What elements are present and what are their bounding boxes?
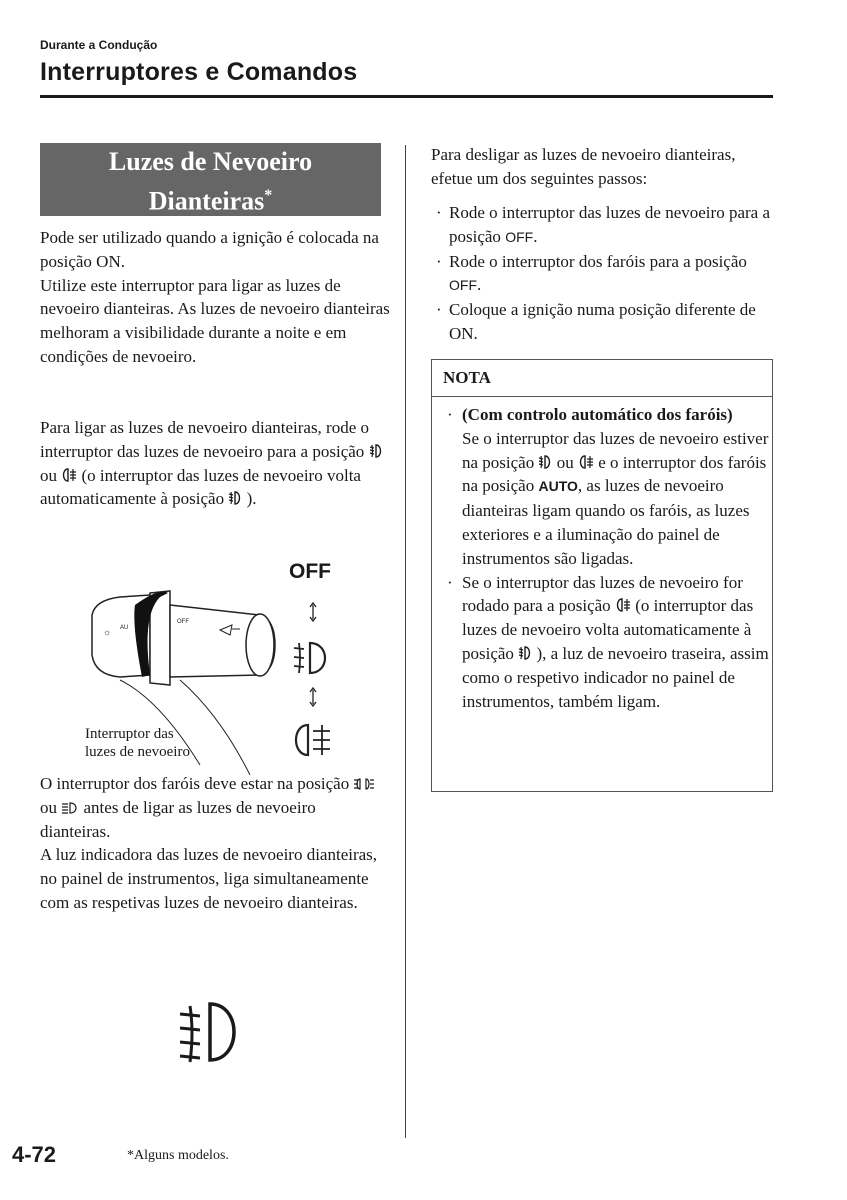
paragraph-ignition: Pode ser utilizado quando a ignição é colocada na posição ON. Utilize este interruptor para ligar as luzes de nevoeiro dianteiras. As luzes de nevoeiro dianteiras melhoram a visibilidade durante a noite e em condições de nevoeiro.	[40, 228, 390, 366]
front-fog-light-icon	[176, 998, 246, 1068]
section-heading	[40, 143, 381, 216]
note-item: · Se o interruptor das luzes de nevoeiro for rodado para a posição (o interruptor das luzes de nevoeiro volta automaticamente à posição ), a luz de nevoeiro traseira, assim como o respetivo indicador no painel de instrumentos, também ligam.	[447, 572, 769, 711]
rear-fog-light-icon	[578, 454, 594, 470]
rear-fog-light-icon	[296, 725, 330, 755]
list-item: · Coloque a ignição numa posição diferente de ON.	[436, 300, 756, 343]
paragraph-turn-off-intro: Para desligar as luzes de nevoeiro dianteiras, efetue um dos seguintes passos:	[431, 145, 736, 188]
section-label: Durante a Condução	[40, 38, 158, 52]
list-item: · Rode o interruptor das luzes de nevoeiro para a posição OFF.	[436, 203, 770, 246]
footnote: *Alguns modelos.	[127, 1148, 229, 1163]
paragraph-usage: Utilize este interruptor para ligar as luzes de nevoeiro dianteiras. As luzes de nevoeiro dianteiras melhoram a visibilidade durante a noite e em condições de nevoeiro.	[40, 275, 390, 366]
svg-text:OFF: OFF	[177, 619, 189, 625]
heading-asterisk: *	[264, 187, 273, 204]
svg-text:☼: ☼	[103, 627, 112, 637]
figure-caption: Interruptor das luzes de nevoeiro	[85, 726, 190, 760]
front-fog-light-icon	[228, 490, 242, 506]
column-divider	[405, 145, 406, 1138]
rear-fog-light-icon	[61, 467, 77, 483]
page-number: 4-72	[12, 1142, 57, 1167]
paragraph-turn-on: Para ligar as luzes de nevoeiro dianteiras, rode o interruptor das luzes de nevoeiro para a posição ou (o interruptor das luzes de nevoeiro volta automaticamente à posição ).	[40, 416, 390, 511]
note-box	[431, 359, 773, 792]
headlight-icon	[61, 801, 79, 815]
front-fog-light-icon	[538, 454, 552, 470]
note-title: NOTA	[432, 360, 772, 397]
page-title: Interruptores e Comandos	[40, 58, 358, 86]
turn-off-steps	[431, 201, 776, 346]
title-divider	[40, 95, 773, 98]
paragraph-indicator: A luz indicadora das luzes de nevoeiro dianteiras, no painel de instrumentos, liga simultaneamente com as respetivas luzes de nevoeiro dianteiras.	[40, 845, 378, 912]
rear-fog-light-icon	[615, 597, 631, 613]
parking-light-icon	[353, 777, 375, 791]
front-fog-light-icon	[294, 643, 325, 673]
heading-line2: Dianteiras	[148, 186, 265, 216]
paragraph-headlight-position: O interruptor dos faróis deve estar na posição ou antes de ligar as luzes de nevoeiro dianteiras. A luz indicadora das luzes de nevoeiro dianteiras, no painel de instrumentos, liga simultaneamente com as respetivas luzes de nevoeiro dianteiras.	[40, 774, 378, 912]
front-fog-light-icon	[518, 645, 532, 661]
front-fog-light-icon	[369, 443, 383, 459]
off-position-label: OFF	[289, 560, 331, 583]
heading-line1: Luzes de Nevoeiro	[108, 147, 313, 176]
svg-text:AU: AU	[120, 625, 129, 631]
list-item: · Rode o interruptor dos faróis para a posição OFF.	[436, 251, 747, 295]
note-item: · (Com controlo automático dos faróis) Se o interruptor das luzes de nevoeiro estiver na posição ou e o interruptor dos faróis na posição AUTO, as luzes de nevoeiro dianteiras ligam quando os faróis, as luzes exteriores e a iluminação do painel de instrumentos são ligadas.	[447, 405, 769, 568]
